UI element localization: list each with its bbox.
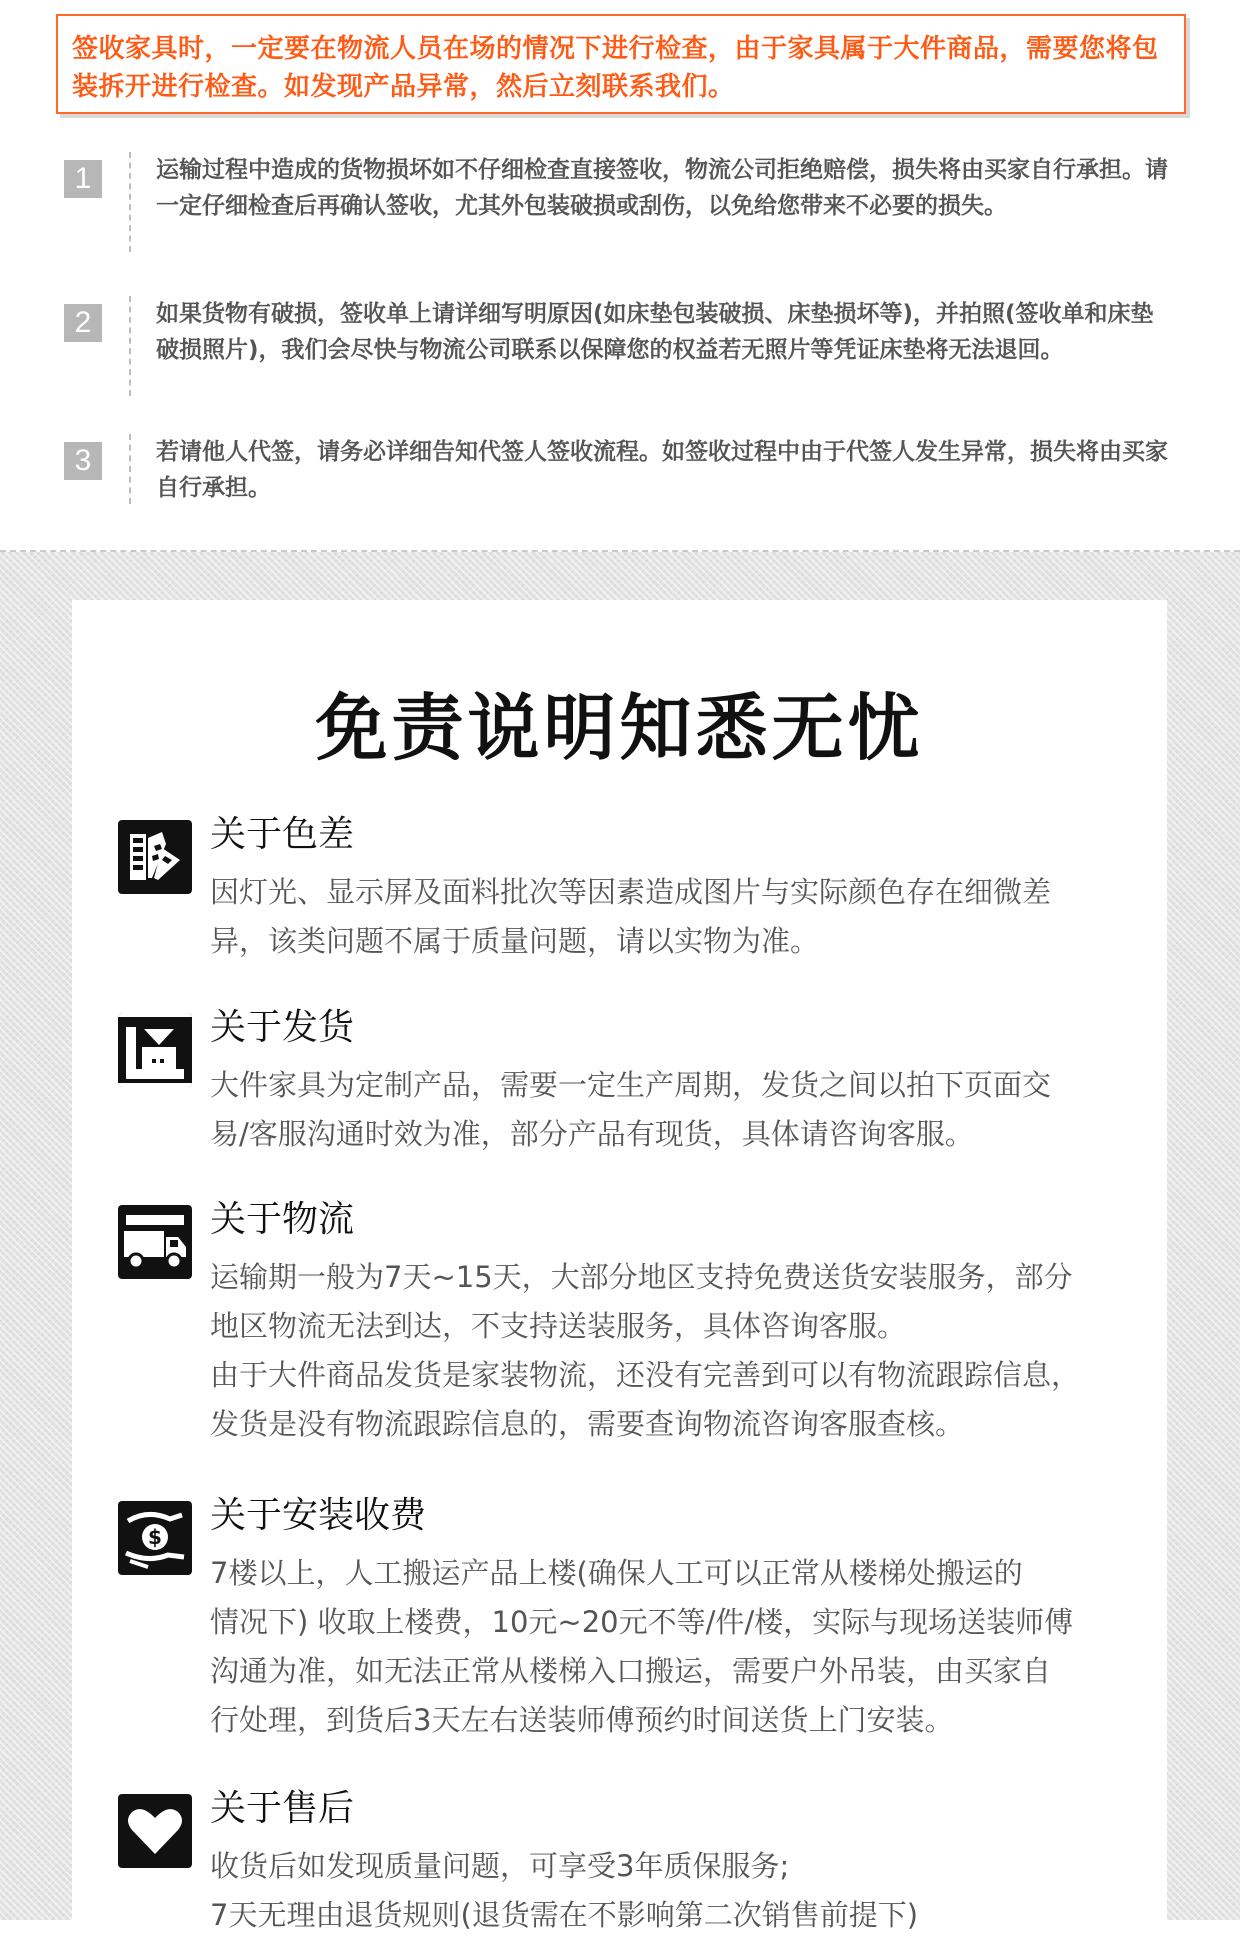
section-body	[210, 1549, 1130, 1745]
section-heading: 关于发货	[210, 1007, 355, 1048]
note-number: 3	[64, 442, 102, 480]
note-divider	[129, 152, 131, 252]
section-line: 沟通为准，如无法正常从楼梯入口搬运，需要户外吊装，由买家自	[210, 1654, 1052, 1688]
card-title: 免责说明知悉无忧	[315, 686, 924, 770]
note-text: 若请他人代签，请务必详细告知代签人签收流程。如签收过程中由于代签人发生异常，损失将由买家自行承担。	[156, 439, 1168, 501]
delivery-truck-icon	[118, 1205, 192, 1279]
section-line: 行处理，到货后3天左右送装师傅预约时间送货上门安装。	[210, 1703, 954, 1737]
note-number: 2	[64, 304, 102, 342]
section-line: 收货后如发现质量问题，可享受3年质保服务;	[210, 1849, 790, 1883]
section-body	[210, 1061, 1130, 1159]
section-line: 由于大件商品发货是家装物流，还没有完善到可以有物流跟踪信息，	[210, 1358, 1081, 1392]
section-line: 情况下) 收取上楼费，10元~20元不等/件/楼，实际与现场送装师傅	[210, 1605, 1074, 1639]
note-text: 如果货物有破损，签收单上请详细写明原因(如床垫包装破损、床垫损坏等)，并拍照(签收单和床垫破损照片)，我们会尽快与物流公司联系以保障您的权益若无照片等凭证床垫将无法退回。	[156, 301, 1154, 363]
note-item-3	[64, 434, 1174, 510]
svg-text:$: $	[148, 1525, 162, 1549]
shipping-box-icon	[118, 1013, 192, 1087]
section-body	[210, 868, 1130, 966]
section-line: 运输期一般为7天~15天，大部分地区支持免费送货安装服务，部分	[210, 1260, 1073, 1294]
note-number: 1	[64, 160, 102, 198]
note-item-1	[64, 152, 1174, 260]
section-heading: 关于安装收费	[210, 1495, 427, 1536]
section-body	[210, 1253, 1130, 1449]
warning-box	[56, 14, 1186, 114]
section-line: 7天无理由退货规则(退货需在不影响第二次销售前提下)	[210, 1898, 919, 1932]
disclaimer-card	[72, 600, 1167, 1940]
section-line: 发货是没有物流跟踪信息的，需要查询物流咨询客服查核。	[210, 1407, 965, 1441]
section-heading: 关于售后	[210, 1788, 355, 1829]
warning-text: 签收家具时，一定要在物流人员在场的情况下进行检查，由于家具属于大件商品，需要您将包装拆开进行检查。如发现产品异常，然后立刻联系我们。	[72, 34, 1159, 102]
section-line: 因灯光、显示屏及面料批次等因素造成图片与实际颜色存在细微差	[210, 875, 1052, 909]
note-item-2	[64, 296, 1174, 404]
section-line: 易/客服沟通时效为准，部分产品有现货，具体请咨询客服。	[210, 1117, 974, 1151]
section-line: 7楼以上，人工搬运产品上楼(确保人工可以正常从楼梯处搬运的	[210, 1556, 1023, 1590]
note-divider	[129, 434, 131, 504]
section-line: 异，该类问题不属于质量问题，请以实物为准。	[210, 924, 820, 958]
section-line: 大件家具为定制产品，需要一定生产周期，发货之间以拍下页面交	[210, 1068, 1052, 1102]
note-divider	[129, 296, 131, 396]
note-text: 运输过程中造成的货物损坏如不仔细检查直接签收，物流公司拒绝赔偿，损失将由买家自行承担。请一定仔细检查后再确认签收，尤其外包装破损或刮伤，以免给您带来不必要的损失。	[156, 157, 1168, 219]
heart-icon	[118, 1794, 192, 1868]
color-swatch-icon	[118, 820, 192, 894]
money-hand-icon	[118, 1501, 192, 1575]
section-line: 地区物流无法到达，不支持送装服务，具体咨询客服。	[210, 1309, 907, 1343]
section-heading: 关于色差	[210, 814, 355, 855]
section-heading: 关于物流	[210, 1199, 355, 1240]
section-body	[210, 1842, 1130, 1940]
